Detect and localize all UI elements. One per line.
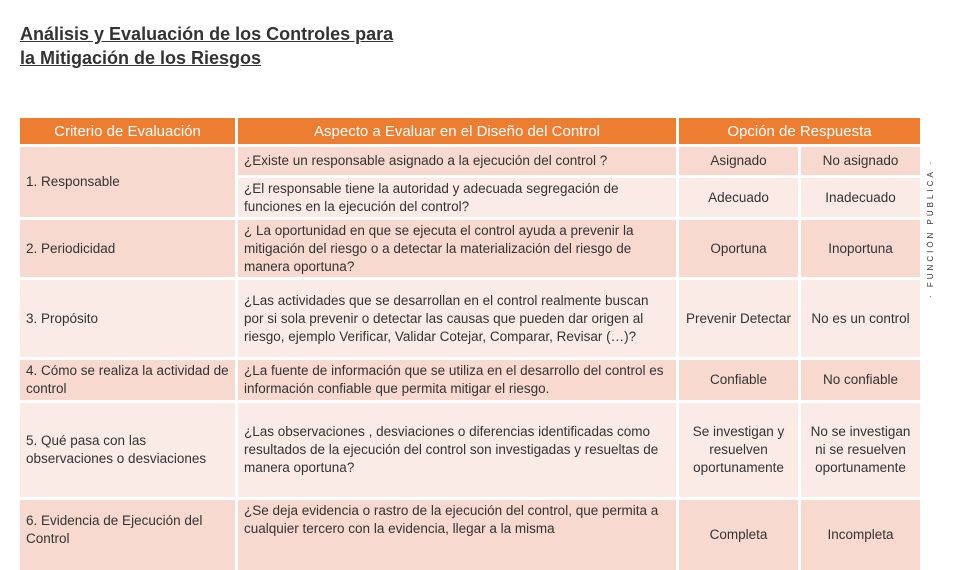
side-label: · FUNCIÓN PÚBLICA · (926, 158, 935, 298)
criterio-cell: 3. Propósito (20, 280, 235, 357)
option-yes-cell: Adecuado (679, 178, 798, 217)
criterio-cell: 4. Cómo se realiza la actividad de control (20, 360, 235, 400)
option-yes-cell: Se investigan y resuelven oportunamente (679, 403, 798, 497)
title-line-2: la Mitigación de los Riesgos (20, 48, 262, 68)
option-no-cell: No se investigan ni se resuelven oportunamente (801, 403, 920, 497)
criterio-cell: 2. Periodicidad (20, 220, 235, 277)
option-no-cell: No es un control (801, 280, 920, 357)
option-no-cell: No asignado (801, 147, 920, 175)
aspecto-cell: ¿El responsable tiene la autoridad y adecuada segregación de funciones en la ejecución del control? (238, 178, 676, 217)
aspecto-cell: ¿Existe un responsable asignado a la ejecución del control ? (238, 147, 676, 175)
controls-table (20, 118, 920, 570)
option-yes-cell: Prevenir Detectar (679, 280, 798, 357)
aspecto-cell: ¿Las actividades que se desarrollan en el control realmente buscan por si sola prevenir o detectar las causas que pueden dar origen al riesgo, ejemplo Verificar, Validar Cotejar, Comparar, Revisar (…)? (238, 280, 676, 357)
header-opcion: Opción de Respuesta (679, 118, 920, 144)
aspecto-cell: ¿La fuente de información que se utiliza en el desarrollo del control es información confiable que permita mitigar el riesgo. (238, 360, 676, 400)
option-yes-cell: Completa (679, 500, 798, 570)
criterio-cell: 1. Responsable (20, 147, 235, 217)
title-line-1: Análisis y Evaluación de los Controles para (20, 24, 394, 44)
option-no-cell: Inadecuado (801, 178, 920, 217)
option-no-cell: Incompleta (801, 500, 920, 570)
criterio-cell: 5. Qué pasa con las observaciones o desviaciones (20, 403, 235, 497)
aspecto-cell: ¿Las observaciones , desviaciones o diferencias identificadas como resultados de la ejecución del control son investigadas y resueltas de manera oportuna? (238, 403, 676, 497)
criterio-cell: 6. Evidencia de Ejecución del Control (20, 500, 235, 570)
option-yes-cell: Asignado (679, 147, 798, 175)
page-title (20, 22, 393, 70)
header-aspecto: Aspecto a Evaluar en el Diseño del Control (238, 118, 676, 144)
option-no-cell: Inoportuna (801, 220, 920, 277)
option-yes-cell: Oportuna (679, 220, 798, 277)
aspecto-cell: ¿Se deja evidencia o rastro de la ejecución del control, que permita a cualquier tercero con la evidencia, llegar a la misma (238, 500, 676, 570)
option-yes-cell: Confiable (679, 360, 798, 400)
header-criterio: Criterio de Evaluación (20, 118, 235, 144)
aspecto-cell: ¿ La oportunidad en que se ejecuta el control ayuda a prevenir la mitigación del riesgo o a detectar la materialización del riesgo de manera oportuna? (238, 220, 676, 277)
option-no-cell: No confiable (801, 360, 920, 400)
